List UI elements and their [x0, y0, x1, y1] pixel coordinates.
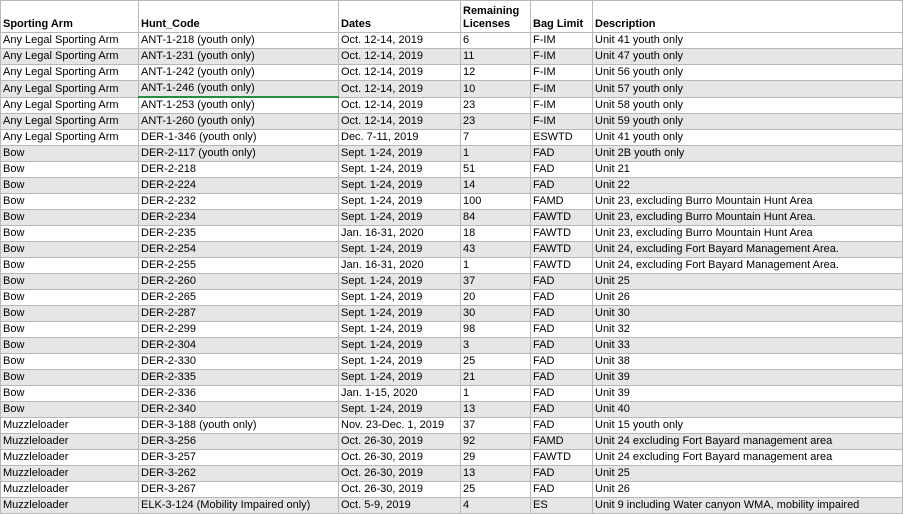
table-row	[1, 33, 903, 49]
table-row	[1, 162, 903, 178]
header-sporting-arm[interactable]: Sporting Arm	[1, 1, 139, 33]
cell-bag-limit[interactable]: FAWTD	[531, 258, 593, 274]
cell-description[interactable]: Unit 41 youth only	[593, 33, 903, 49]
cell-description[interactable]: Unit 15 youth only	[593, 418, 903, 434]
cell-bag-limit[interactable]: FAD	[531, 402, 593, 418]
table-row	[1, 146, 903, 162]
cell-hunt-code[interactable]: ANT-1-218 (youth only)	[139, 33, 339, 49]
cell-remaining-licenses[interactable]: 37	[461, 274, 531, 290]
cell-dates[interactable]: Oct. 26-30, 2019	[339, 450, 461, 466]
cell-hunt-code[interactable]: DER-2-265	[139, 290, 339, 306]
cell-hunt-code[interactable]: DER-2-254	[139, 242, 339, 258]
cell-hunt-code[interactable]: DER-2-299	[139, 322, 339, 338]
table-row	[1, 178, 903, 194]
cell-bag-limit[interactable]: FAWTD	[531, 226, 593, 242]
cell-dates[interactable]: Jan. 16-31, 2020	[339, 226, 461, 242]
cell-hunt-code[interactable]: DER-2-224	[139, 178, 339, 194]
cell-bag-limit[interactable]: FAD	[531, 146, 593, 162]
cell-dates[interactable]: Sept. 1-24, 2019	[339, 146, 461, 162]
cell-dates[interactable]: Oct. 12-14, 2019	[339, 97, 461, 114]
cell-bag-limit[interactable]: FAD	[531, 386, 593, 402]
cell-sporting-arm[interactable]: Bow	[1, 178, 139, 194]
cell-sporting-arm[interactable]: Any Legal Sporting Arm	[1, 114, 139, 130]
cell-description[interactable]: Unit 21	[593, 162, 903, 178]
cell-remaining-licenses[interactable]: 1	[461, 146, 531, 162]
cell-description[interactable]: Unit 23, excluding Burro Mountain Hunt Area	[593, 194, 903, 210]
cell-description[interactable]: Unit 57 youth only	[593, 81, 903, 98]
table-row	[1, 97, 903, 114]
cell-remaining-licenses[interactable]: 11	[461, 49, 531, 65]
cell-remaining-licenses[interactable]: 84	[461, 210, 531, 226]
cell-dates[interactable]: Sept. 1-24, 2019	[339, 322, 461, 338]
cell-bag-limit[interactable]: FAD	[531, 274, 593, 290]
cell-description[interactable]: Unit 24 excluding Fort Bayard management area	[593, 450, 903, 466]
cell-remaining-licenses[interactable]: 4	[461, 498, 531, 514]
cell-sporting-arm[interactable]: Bow	[1, 274, 139, 290]
cell-description[interactable]: Unit 24 excluding Fort Bayard management area	[593, 434, 903, 450]
cell-sporting-arm[interactable]: Bow	[1, 322, 139, 338]
cell-remaining-licenses[interactable]: 12	[461, 65, 531, 81]
cell-sporting-arm[interactable]: Any Legal Sporting Arm	[1, 130, 139, 146]
cell-description[interactable]: Unit 39	[593, 386, 903, 402]
table-row	[1, 194, 903, 210]
cell-bag-limit[interactable]: FAD	[531, 370, 593, 386]
cell-sporting-arm[interactable]: Muzzleloader	[1, 434, 139, 450]
cell-dates[interactable]: Oct. 12-14, 2019	[339, 49, 461, 65]
cell-bag-limit[interactable]: FAD	[531, 354, 593, 370]
cell-description[interactable]: Unit 24, excluding Fort Bayard Management Area.	[593, 242, 903, 258]
cell-description[interactable]: Unit 23, excluding Burro Mountain Hunt Area	[593, 226, 903, 242]
cell-description[interactable]: Unit 22	[593, 178, 903, 194]
cell-description[interactable]: Unit 56 youth only	[593, 65, 903, 81]
cell-sporting-arm[interactable]: Bow	[1, 210, 139, 226]
table-row	[1, 466, 903, 482]
table-row	[1, 482, 903, 498]
cell-hunt-code[interactable]: DER-2-330	[139, 354, 339, 370]
table-row	[1, 450, 903, 466]
header-bag-limit[interactable]: Bag Limit	[531, 1, 593, 33]
cell-description[interactable]: Unit 30	[593, 306, 903, 322]
header-description[interactable]: Description	[593, 1, 903, 33]
header-dates[interactable]: Dates	[339, 1, 461, 33]
cell-dates[interactable]: Sept. 1-24, 2019	[339, 354, 461, 370]
cell-remaining-licenses[interactable]: 14	[461, 178, 531, 194]
cell-dates[interactable]: Oct. 5-9, 2019	[339, 498, 461, 514]
cell-hunt-code[interactable]: DER-2-218	[139, 162, 339, 178]
cell-description[interactable]: Unit 2B youth only	[593, 146, 903, 162]
cell-bag-limit[interactable]: FAMD	[531, 194, 593, 210]
cell-hunt-code[interactable]: ANT-1-260 (youth only)	[139, 114, 339, 130]
cell-hunt-code[interactable]: DER-2-335	[139, 370, 339, 386]
cell-remaining-licenses[interactable]: 3	[461, 338, 531, 354]
cell-bag-limit[interactable]: FAD	[531, 338, 593, 354]
cell-remaining-licenses[interactable]: 20	[461, 290, 531, 306]
cell-bag-limit[interactable]: FAWTD	[531, 242, 593, 258]
cell-bag-limit[interactable]: FAD	[531, 290, 593, 306]
table-row	[1, 402, 903, 418]
cell-sporting-arm[interactable]: Any Legal Sporting Arm	[1, 33, 139, 49]
cell-hunt-code[interactable]: DER-2-260	[139, 274, 339, 290]
cell-bag-limit[interactable]: ES	[531, 498, 593, 514]
cell-hunt-code[interactable]: ELK-3-124 (Mobility Impaired only)	[139, 498, 339, 514]
cell-hunt-code[interactable]: ANT-1-246 (youth only)	[139, 81, 339, 98]
cell-description[interactable]: Unit 25	[593, 274, 903, 290]
cell-sporting-arm[interactable]: Muzzleloader	[1, 466, 139, 482]
cell-remaining-licenses[interactable]: 30	[461, 306, 531, 322]
cell-sporting-arm[interactable]: Bow	[1, 338, 139, 354]
cell-description[interactable]: Unit 39	[593, 370, 903, 386]
cell-bag-limit[interactable]: FAD	[531, 482, 593, 498]
cell-description[interactable]: Unit 47 youth only	[593, 49, 903, 65]
cell-remaining-licenses[interactable]: 100	[461, 194, 531, 210]
table-row	[1, 306, 903, 322]
cell-sporting-arm[interactable]: Bow	[1, 242, 139, 258]
cell-remaining-licenses[interactable]: 51	[461, 162, 531, 178]
header-row	[1, 1, 903, 33]
cell-dates[interactable]: Jan. 1-15, 2020	[339, 386, 461, 402]
table-row	[1, 418, 903, 434]
cell-hunt-code[interactable]: DER-3-256	[139, 434, 339, 450]
cell-dates[interactable]: Sept. 1-24, 2019	[339, 242, 461, 258]
cell-sporting-arm[interactable]: Bow	[1, 370, 139, 386]
cell-dates[interactable]: Nov. 23-Dec. 1, 2019	[339, 418, 461, 434]
cell-description[interactable]: Unit 41 youth only	[593, 130, 903, 146]
cell-hunt-code[interactable]: DER-2-255	[139, 258, 339, 274]
table-row	[1, 49, 903, 65]
cell-dates[interactable]: Oct. 26-30, 2019	[339, 434, 461, 450]
cell-sporting-arm[interactable]: Any Legal Sporting Arm	[1, 65, 139, 81]
cell-description[interactable]: Unit 26	[593, 290, 903, 306]
cell-dates[interactable]: Sept. 1-24, 2019	[339, 338, 461, 354]
cell-description[interactable]: Unit 9 including Water canyon WMA, mobility impaired	[593, 498, 903, 514]
cell-sporting-arm[interactable]: Bow	[1, 226, 139, 242]
cell-description[interactable]: Unit 32	[593, 322, 903, 338]
cell-hunt-code[interactable]: DER-2-234	[139, 210, 339, 226]
table-row	[1, 322, 903, 338]
cell-dates[interactable]: Dec. 7-11, 2019	[339, 130, 461, 146]
cell-remaining-licenses[interactable]: 29	[461, 450, 531, 466]
cell-sporting-arm[interactable]: Muzzleloader	[1, 418, 139, 434]
cell-dates[interactable]: Sept. 1-24, 2019	[339, 370, 461, 386]
header-remaining-licenses[interactable]: Remaining Licenses	[461, 1, 531, 33]
cell-remaining-licenses[interactable]: 25	[461, 354, 531, 370]
cell-sporting-arm[interactable]: Bow	[1, 162, 139, 178]
cell-description[interactable]: Unit 23, excluding Burro Mountain Hunt Area.	[593, 210, 903, 226]
table-row	[1, 258, 903, 274]
cell-sporting-arm[interactable]: Bow	[1, 258, 139, 274]
cell-bag-limit[interactable]: F-IM	[531, 65, 593, 81]
cell-bag-limit[interactable]: FAD	[531, 306, 593, 322]
cell-remaining-licenses[interactable]: 37	[461, 418, 531, 434]
cell-remaining-licenses[interactable]: 10	[461, 81, 531, 98]
cell-remaining-licenses[interactable]: 92	[461, 434, 531, 450]
cell-bag-limit[interactable]: F-IM	[531, 97, 593, 114]
cell-description[interactable]: Unit 26	[593, 482, 903, 498]
cell-dates[interactable]: Oct. 26-30, 2019	[339, 482, 461, 498]
cell-remaining-licenses[interactable]: 13	[461, 466, 531, 482]
cell-dates[interactable]: Sept. 1-24, 2019	[339, 210, 461, 226]
cell-hunt-code[interactable]: DER-2-287	[139, 306, 339, 322]
cell-hunt-code[interactable]: ANT-1-231 (youth only)	[139, 49, 339, 65]
cell-sporting-arm[interactable]: Muzzleloader	[1, 482, 139, 498]
cell-description[interactable]: Unit 38	[593, 354, 903, 370]
table-row	[1, 434, 903, 450]
cell-dates[interactable]: Oct. 12-14, 2019	[339, 81, 461, 98]
cell-hunt-code[interactable]: ANT-1-253 (youth only)	[139, 97, 339, 114]
cell-dates[interactable]: Sept. 1-24, 2019	[339, 178, 461, 194]
cell-remaining-licenses[interactable]: 1	[461, 258, 531, 274]
cell-hunt-code[interactable]: DER-2-235	[139, 226, 339, 242]
cell-bag-limit[interactable]: FAD	[531, 418, 593, 434]
cell-bag-limit[interactable]: FAD	[531, 162, 593, 178]
cell-sporting-arm[interactable]: Bow	[1, 354, 139, 370]
cell-remaining-licenses[interactable]: 21	[461, 370, 531, 386]
cell-remaining-licenses[interactable]: 23	[461, 114, 531, 130]
table-row	[1, 338, 903, 354]
cell-remaining-licenses[interactable]: 23	[461, 97, 531, 114]
cell-hunt-code[interactable]: DER-2-232	[139, 194, 339, 210]
table-row	[1, 114, 903, 130]
table-body	[1, 33, 903, 514]
cell-description[interactable]: Unit 25	[593, 466, 903, 482]
table-row	[1, 210, 903, 226]
cell-dates[interactable]: Oct. 12-14, 2019	[339, 114, 461, 130]
table-row	[1, 290, 903, 306]
cell-sporting-arm[interactable]: Bow	[1, 146, 139, 162]
cell-description[interactable]: Unit 59 youth only	[593, 114, 903, 130]
cell-hunt-code[interactable]: DER-1-346 (youth only)	[139, 130, 339, 146]
cell-sporting-arm[interactable]: Any Legal Sporting Arm	[1, 81, 139, 98]
cell-bag-limit[interactable]: F-IM	[531, 81, 593, 98]
cell-dates[interactable]: Sept. 1-24, 2019	[339, 194, 461, 210]
cell-remaining-licenses[interactable]: 1	[461, 386, 531, 402]
cell-hunt-code[interactable]: DER-3-267	[139, 482, 339, 498]
cell-sporting-arm[interactable]: Bow	[1, 290, 139, 306]
table-row	[1, 81, 903, 98]
cell-bag-limit[interactable]: ESWTD	[531, 130, 593, 146]
cell-remaining-licenses[interactable]: 6	[461, 33, 531, 49]
table-row	[1, 242, 903, 258]
header-hunt-code[interactable]: Hunt_Code	[139, 1, 339, 33]
cell-sporting-arm[interactable]: Bow	[1, 386, 139, 402]
table-row	[1, 386, 903, 402]
cell-bag-limit[interactable]: F-IM	[531, 114, 593, 130]
cell-hunt-code[interactable]: DER-3-188 (youth only)	[139, 418, 339, 434]
cell-description[interactable]: Unit 40	[593, 402, 903, 418]
cell-remaining-licenses[interactable]: 13	[461, 402, 531, 418]
cell-dates[interactable]: Oct. 12-14, 2019	[339, 33, 461, 49]
cell-hunt-code[interactable]: ANT-1-242 (youth only)	[139, 65, 339, 81]
cell-bag-limit[interactable]: FAMD	[531, 434, 593, 450]
table-row	[1, 370, 903, 386]
table-row	[1, 274, 903, 290]
cell-remaining-licenses[interactable]: 43	[461, 242, 531, 258]
table-row	[1, 354, 903, 370]
cell-sporting-arm[interactable]: Bow	[1, 402, 139, 418]
cell-sporting-arm[interactable]: Bow	[1, 306, 139, 322]
cell-bag-limit[interactable]: F-IM	[531, 33, 593, 49]
cell-bag-limit[interactable]: FAD	[531, 466, 593, 482]
cell-hunt-code[interactable]: DER-3-262	[139, 466, 339, 482]
table-row	[1, 65, 903, 81]
table-row	[1, 130, 903, 146]
cell-sporting-arm[interactable]: Any Legal Sporting Arm	[1, 49, 139, 65]
cell-description[interactable]: Unit 33	[593, 338, 903, 354]
cell-dates[interactable]: Jan. 16-31, 2020	[339, 258, 461, 274]
cell-hunt-code[interactable]: DER-2-304	[139, 338, 339, 354]
cell-dates[interactable]: Sept. 1-24, 2019	[339, 290, 461, 306]
cell-remaining-licenses[interactable]: 7	[461, 130, 531, 146]
table-row	[1, 226, 903, 242]
cell-remaining-licenses[interactable]: 18	[461, 226, 531, 242]
cell-sporting-arm[interactable]: Muzzleloader	[1, 498, 139, 514]
cell-dates[interactable]: Sept. 1-24, 2019	[339, 162, 461, 178]
cell-bag-limit[interactable]: FAD	[531, 322, 593, 338]
cell-description[interactable]: Unit 24, excluding Fort Bayard Management Area.	[593, 258, 903, 274]
cell-sporting-arm[interactable]: Any Legal Sporting Arm	[1, 97, 139, 114]
cell-bag-limit[interactable]: FAWTD	[531, 450, 593, 466]
cell-dates[interactable]: Sept. 1-24, 2019	[339, 402, 461, 418]
table-row	[1, 498, 903, 514]
cell-dates[interactable]: Sept. 1-24, 2019	[339, 306, 461, 322]
cell-hunt-code[interactable]: DER-2-336	[139, 386, 339, 402]
cell-dates[interactable]: Sept. 1-24, 2019	[339, 274, 461, 290]
cell-hunt-code[interactable]: DER-2-340	[139, 402, 339, 418]
cell-remaining-licenses[interactable]: 25	[461, 482, 531, 498]
cell-hunt-code[interactable]: DER-3-257	[139, 450, 339, 466]
cell-bag-limit[interactable]: FAWTD	[531, 210, 593, 226]
cell-bag-limit[interactable]: FAD	[531, 178, 593, 194]
cell-dates[interactable]: Oct. 26-30, 2019	[339, 466, 461, 482]
cell-dates[interactable]: Oct. 12-14, 2019	[339, 65, 461, 81]
cell-sporting-arm[interactable]: Bow	[1, 194, 139, 210]
cell-remaining-licenses[interactable]: 98	[461, 322, 531, 338]
cell-hunt-code[interactable]: DER-2-117 (youth only)	[139, 146, 339, 162]
cell-sporting-arm[interactable]: Muzzleloader	[1, 450, 139, 466]
cell-bag-limit[interactable]: F-IM	[531, 49, 593, 65]
cell-description[interactable]: Unit 58 youth only	[593, 97, 903, 114]
